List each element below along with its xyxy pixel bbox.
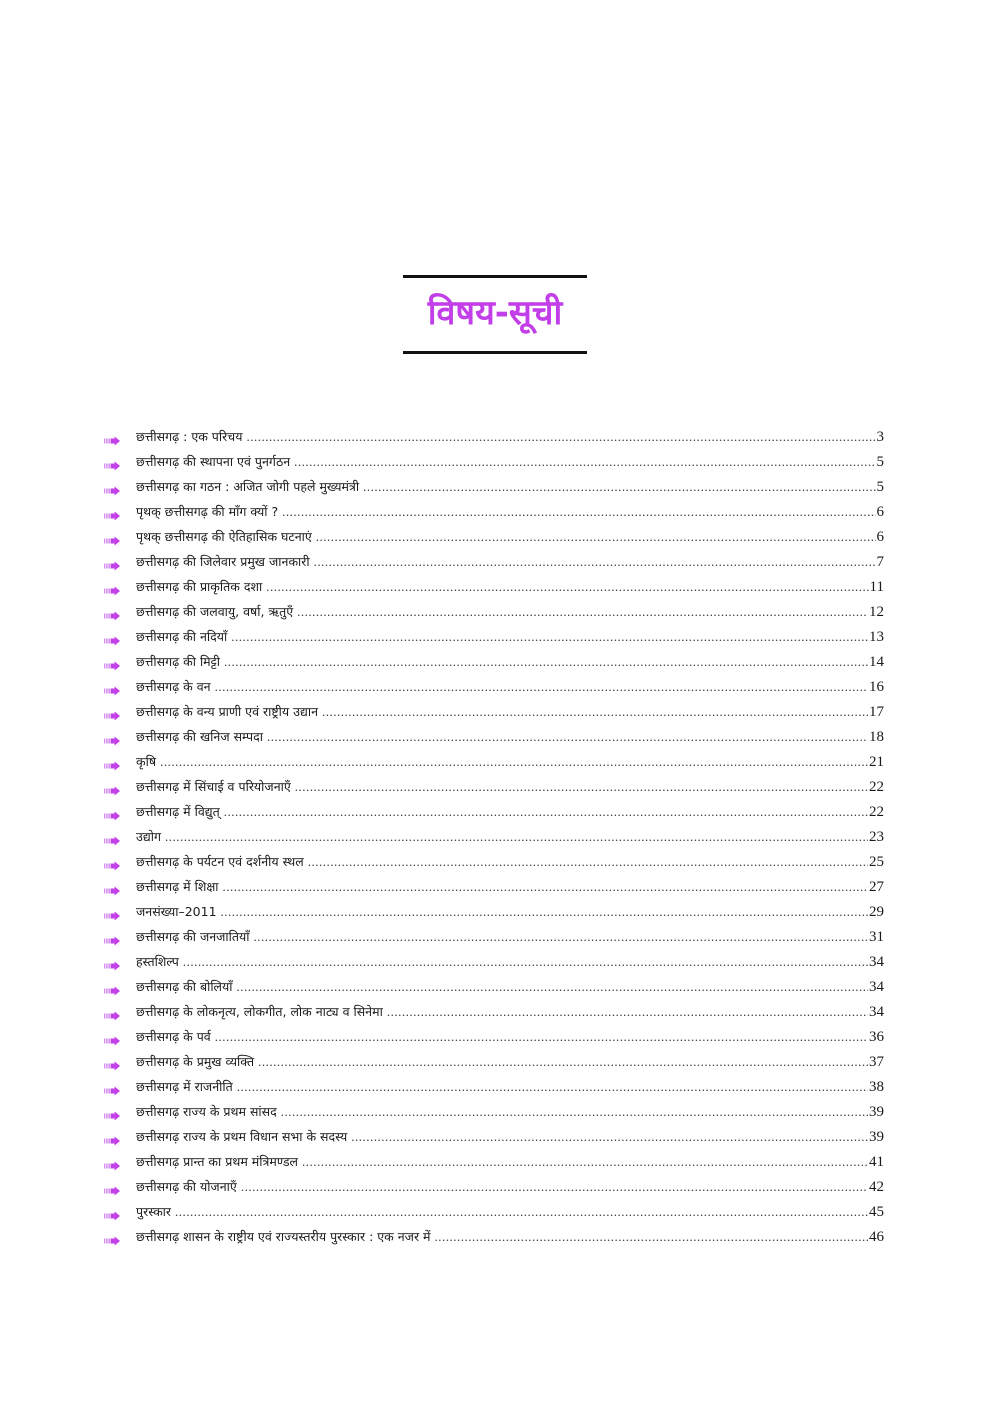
arrow-right-icon [104,1111,122,1121]
dot-leader [237,1077,868,1097]
toc-entry[interactable] [104,502,884,527]
toc-entry[interactable] [104,727,884,752]
toc-entry-title: छत्तीसगढ़ के पर्व [136,1029,211,1044]
toc-entry[interactable] [104,1102,884,1127]
dot-leader [302,1152,868,1172]
arrow-right-icon [104,811,122,821]
dot-leader [224,652,868,672]
dot-leader [281,1102,868,1122]
toc-entry-page: 14 [869,654,884,670]
toc-entry-title: छत्तीसगढ़ में राजनीति [136,1079,233,1094]
toc-entry-title: हस्तशिल्प [136,954,179,969]
toc-entry-title: छत्तीसगढ़ की योजनाएँ [136,1179,237,1194]
toc-entry-page: 31 [869,929,884,945]
dot-leader [294,452,875,472]
arrow-right-icon [104,786,122,796]
toc-entry[interactable] [104,852,884,877]
toc-entry-title: छत्तीसगढ़ की जलवायु, वर्षा, ऋतुएँ [136,604,294,619]
toc-entry-page: 39 [869,1129,884,1145]
dot-leader [282,502,875,522]
dot-leader [363,477,875,497]
arrow-right-icon [104,1136,122,1146]
toc-entry-page: 18 [869,729,884,745]
toc-entry-page: 37 [869,1054,884,1070]
toc-entry-title: पृथक् छत्तीसगढ़ की माँग क्यों ? [136,504,279,519]
toc-entry-page: 39 [869,1104,884,1120]
toc-entry[interactable] [104,977,884,1002]
toc-entry[interactable] [104,1002,884,1027]
toc-entry-title: छत्तीसगढ़ के प्रमुख व्यक्ति [136,1054,255,1069]
title-bottom-rule [403,351,587,354]
arrow-right-icon [104,636,122,646]
toc-entry-title: छत्तीसगढ़ की नदियाँ [136,629,228,644]
toc-entry-title: छत्तीसगढ़ में सिंचाई व परियोजनाएँ [136,779,291,794]
toc-entry-title: कृषि [136,754,157,769]
dot-leader [295,777,868,797]
arrow-right-icon [104,436,122,446]
arrow-right-icon [104,461,122,471]
arrow-right-icon [104,1036,122,1046]
dot-leader [237,977,868,997]
arrow-right-icon [104,986,122,996]
toc-entry-title: छत्तीसगढ़ में शिक्षा [136,879,219,894]
dot-leader [322,702,868,722]
toc-entry-page: 17 [869,704,884,720]
dot-leader [258,1052,868,1072]
toc-entry[interactable] [104,527,884,552]
arrow-right-icon [104,736,122,746]
arrow-right-icon [104,511,122,521]
toc-entry-title: जनसंख्या–2011 [136,904,217,919]
toc-entry-title: छत्तीसगढ़ की प्राकृतिक दशा [136,579,263,594]
arrow-right-icon [104,711,122,721]
dot-leader [231,627,868,647]
toc-entry-title: छत्तीसगढ़ के पर्यटन एवं दर्शनीय स्थल [136,854,304,869]
toc-entry[interactable] [104,1052,884,1077]
toc-entry-page: 45 [869,1204,884,1220]
title-top-rule [403,275,587,278]
dot-leader [160,752,868,772]
dot-leader [267,727,868,747]
arrow-right-icon [104,836,122,846]
toc-entry-page: 25 [869,854,884,870]
toc-entry-page: 41 [869,1154,884,1170]
dot-leader [266,577,868,597]
dot-leader [215,677,868,697]
dot-leader [297,602,868,622]
toc-entry-page: 3 [876,429,884,445]
toc-entry-page: 11 [869,579,884,595]
toc-entry-page: 34 [869,954,884,970]
toc-entry-title: छत्तीसगढ़ प्रान्त का प्रथम मंत्रिमण्डल [136,1154,298,1169]
toc-entry[interactable] [104,1202,884,1227]
table-of-contents [104,427,884,1252]
dot-leader [351,1127,868,1147]
toc-entry[interactable] [104,802,884,827]
toc-entry[interactable] [104,1227,884,1252]
dot-leader [308,852,868,872]
toc-entry[interactable] [104,877,884,902]
arrow-right-icon [104,486,122,496]
dot-leader [215,1027,868,1047]
dot-leader [387,1002,868,1022]
dot-leader [241,1177,868,1197]
arrow-right-icon [104,886,122,896]
toc-entry-page: 22 [869,779,884,795]
arrow-right-icon [104,1161,122,1171]
toc-entry-title: छत्तीसगढ़ की जनजातियाँ [136,929,250,944]
dot-leader [223,877,868,897]
toc-entry[interactable] [104,1027,884,1052]
toc-entry-title: छत्तीसगढ़ के वन्य प्राणी एवं राष्ट्रीय उद्यान [136,704,319,719]
toc-entry-page: 5 [876,479,884,495]
dot-leader [435,1227,868,1247]
toc-entry-page: 7 [876,554,884,570]
toc-entry-page: 46 [869,1229,884,1245]
arrow-right-icon [104,761,122,771]
arrow-right-icon [104,1211,122,1221]
dot-leader [254,927,868,947]
page-title: विषय-सूची [427,293,563,333]
arrow-right-icon [104,586,122,596]
dot-leader [246,427,875,447]
arrow-right-icon [104,1086,122,1096]
arrow-right-icon [104,961,122,971]
toc-entry-page: 42 [869,1179,884,1195]
toc-entry-title: छत्तीसगढ़ की स्थापना एवं पुनर्गठन [136,454,291,469]
toc-entry-title: छत्तीसगढ़ की जिलेवार प्रमुख जानकारी [136,554,310,569]
toc-entry-page: 12 [869,604,884,620]
toc-entry-page: 6 [876,504,884,520]
toc-entry[interactable] [104,827,884,852]
toc-entry-page: 6 [876,529,884,545]
toc-entry-page: 13 [869,629,884,645]
arrow-right-icon [104,861,122,871]
arrow-right-icon [104,661,122,671]
dot-leader [183,952,868,972]
toc-entry-title: छत्तीसगढ़ : एक परिचय [136,429,243,444]
toc-entry[interactable] [104,927,884,952]
dot-leader [314,552,876,572]
toc-entry-title: पृथक् छत्तीसगढ़ की ऐतिहासिक घटनाएं [136,529,312,544]
arrow-right-icon [104,611,122,621]
dot-leader [316,527,876,547]
toc-entry-title: छत्तीसगढ़ शासन के राष्ट्रीय एवं राज्यस्तरीय पुरस्कार : एक नजर में [136,1229,431,1244]
arrow-right-icon [104,1061,122,1071]
arrow-right-icon [104,536,122,546]
toc-entry-title: छत्तीसगढ़ का गठन : अजित जोगी पहले मुख्यमंत्री [136,479,360,494]
toc-entry-title: छत्तीसगढ़ के वन [136,679,211,694]
toc-entry-page: 27 [869,879,884,895]
toc-entry[interactable] [104,1077,884,1102]
toc-entry-page: 34 [869,979,884,995]
toc-entry[interactable] [104,577,884,602]
toc-entry-page: 38 [869,1079,884,1095]
toc-entry-title: छत्तीसगढ़ राज्य के प्रथम सांसद [136,1104,277,1119]
toc-entry-page: 22 [869,804,884,820]
toc-entry[interactable] [104,452,884,477]
arrow-right-icon [104,561,122,571]
dot-leader [175,1202,868,1222]
toc-entry[interactable] [104,427,884,452]
toc-entry-title: छत्तीसगढ़ राज्य के प्रथम विधान सभा के सदस्य [136,1129,348,1144]
arrow-right-icon [104,1186,122,1196]
toc-entry[interactable] [104,552,884,577]
toc-entry[interactable] [104,627,884,652]
page-title-block [403,275,587,355]
arrow-right-icon [104,911,122,921]
toc-entry-title: छत्तीसगढ़ की मिट्टी [136,654,221,669]
toc-entry[interactable] [104,477,884,502]
toc-entry-title: उद्योग [136,829,162,844]
toc-entry-page: 36 [869,1029,884,1045]
arrow-right-icon [104,1011,122,1021]
toc-entry[interactable] [104,1127,884,1152]
arrow-right-icon [104,936,122,946]
toc-entry[interactable] [104,777,884,802]
toc-entry-title: छत्तीसगढ़ के लोकनृत्य, लोकगीत, लोक नाट्य व सिनेमा [136,1004,383,1019]
dot-leader [221,902,868,922]
toc-entry-title: छत्तीसगढ़ की बोलियाँ [136,979,233,994]
toc-entry-page: 16 [869,679,884,695]
toc-entry-page: 21 [869,754,884,770]
toc-entry[interactable] [104,702,884,727]
arrow-right-icon [104,1236,122,1246]
toc-entry[interactable] [104,952,884,977]
toc-entry-title: छत्तीसगढ़ की खनिज सम्पदा [136,729,264,744]
toc-entry[interactable] [104,1152,884,1177]
toc-entry-page: 23 [869,829,884,845]
dot-leader [224,802,868,822]
toc-entry-page: 29 [869,904,884,920]
toc-entry[interactable] [104,652,884,677]
toc-entry[interactable] [104,677,884,702]
toc-entry[interactable] [104,602,884,627]
toc-entry[interactable] [104,1177,884,1202]
arrow-right-icon [104,686,122,696]
toc-entry[interactable] [104,752,884,777]
toc-entry-page: 34 [869,1004,884,1020]
dot-leader [165,827,868,847]
toc-entry-title: छत्तीसगढ़ में विद्युत् [136,804,220,819]
toc-entry[interactable] [104,902,884,927]
toc-entry-title: पुरस्कार [136,1204,172,1219]
toc-entry-page: 5 [876,454,884,470]
